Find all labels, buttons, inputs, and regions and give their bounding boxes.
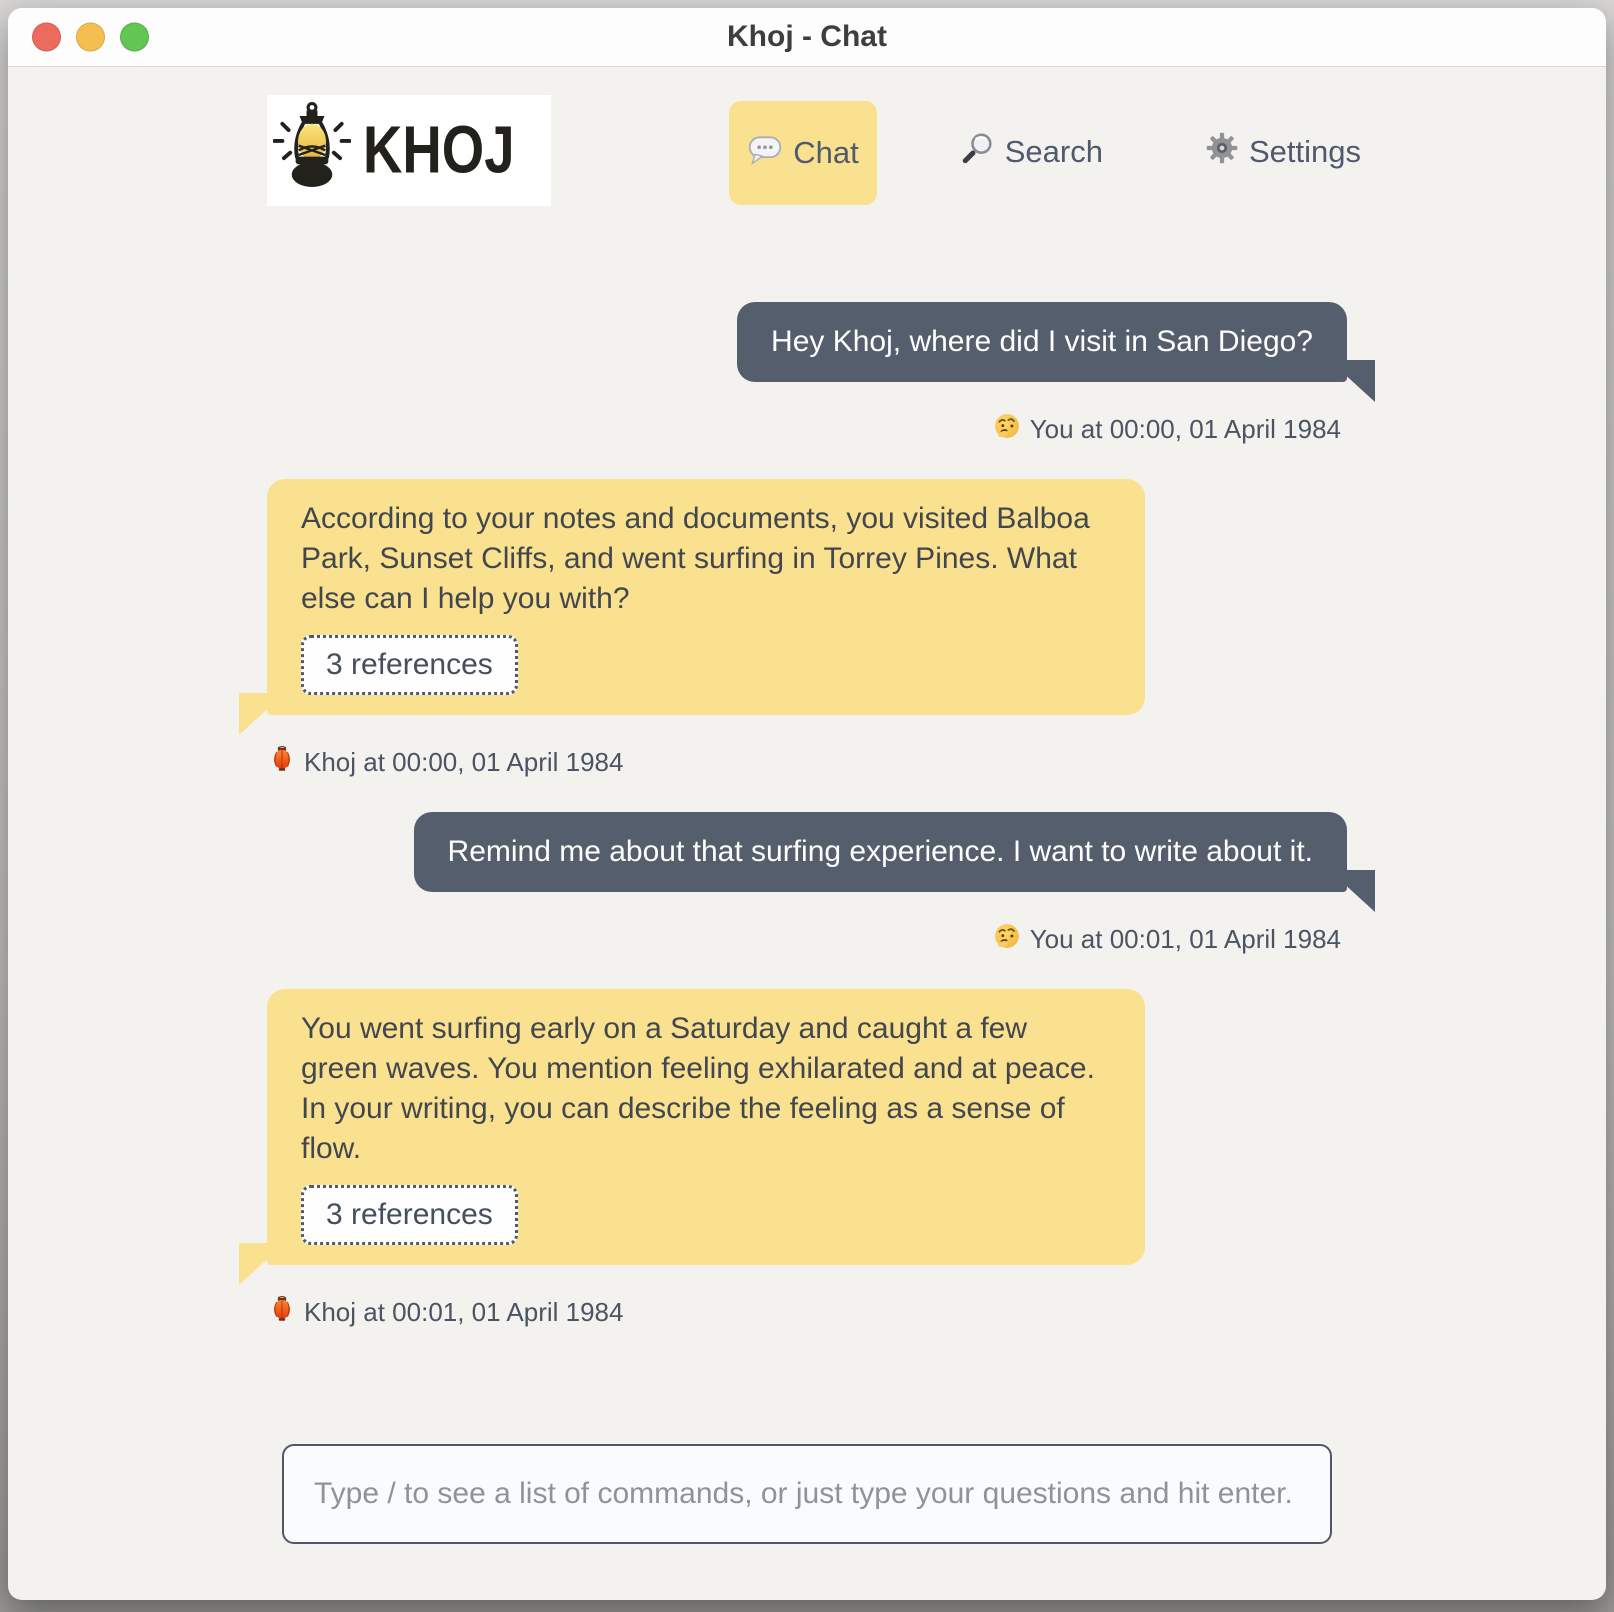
message-khoj (267, 989, 1347, 1362)
magnifier-icon (961, 131, 995, 173)
message-meta (993, 412, 1341, 447)
message-text: You went surfing early on a Saturday and caught a few green waves. You mention feeling exhilarated and at peace. In your writing, you can describe the feeling as a sense of flow. (301, 1012, 1095, 1165)
message-meta (269, 1295, 623, 1330)
gear-icon (1205, 131, 1239, 173)
references-button[interactable]: 3 references (301, 635, 518, 695)
nav-label-chat: Chat (793, 135, 859, 170)
khoj-logo (267, 95, 551, 206)
composer (282, 1444, 1332, 1600)
message-timestamp: Khoj at 00:00, 01 April 1984 (304, 747, 624, 777)
thinking-face-icon (993, 412, 1021, 447)
nav-label-settings: Settings (1248, 134, 1361, 169)
references-button[interactable]: 3 references (301, 1185, 518, 1245)
close-button[interactable] (32, 23, 61, 52)
message-timestamp: Khoj at 00:01, 01 April 1984 (304, 1297, 624, 1327)
nav-label-search: Search (1004, 134, 1103, 169)
minimize-button[interactable] (76, 23, 105, 52)
message-timestamp: You at 00:01, 01 April 1984 (1029, 924, 1341, 954)
message-text: Hey Khoj, where did I visit in San Diego? (771, 325, 1313, 358)
app-header (267, 67, 1361, 206)
traffic-lights (32, 23, 149, 52)
window-title: Khoj - Chat (727, 20, 887, 53)
message-meta (269, 745, 623, 780)
khoj-message-bubble (267, 989, 1145, 1265)
message-text: Remind me about that surfing experience. I want to write about it. (447, 835, 1313, 868)
message-user (267, 812, 1347, 989)
red-lantern-icon (269, 1295, 295, 1330)
brand-name: KHOJ (363, 113, 515, 188)
chat-input[interactable] (282, 1444, 1332, 1544)
maximize-button[interactable] (120, 23, 149, 52)
nav-item-chat[interactable] (729, 101, 876, 205)
chat-bubble-icon (747, 131, 783, 175)
message-timestamp: You at 00:00, 01 April 1984 (1029, 414, 1341, 444)
lantern-logo-icon (273, 99, 351, 202)
message-user (267, 302, 1347, 479)
app-window (8, 8, 1606, 1600)
user-message-bubble (737, 302, 1347, 382)
message-text: According to your notes and documents, you visited Balboa Park, Sunset Cliffs, and went surfing in Torrey Pines. What else can I help you with? (301, 502, 1090, 615)
nav-item-search[interactable] (943, 101, 1121, 203)
page-content (8, 67, 1606, 1600)
message-meta (993, 922, 1341, 957)
red-lantern-icon (269, 745, 295, 780)
thinking-face-icon (993, 922, 1021, 957)
titlebar (8, 8, 1606, 67)
chat-history (267, 302, 1347, 1362)
main-nav (729, 101, 1379, 205)
nav-item-settings[interactable] (1187, 101, 1379, 203)
user-message-bubble (414, 812, 1347, 892)
message-khoj (267, 479, 1347, 812)
khoj-message-bubble (267, 479, 1145, 715)
